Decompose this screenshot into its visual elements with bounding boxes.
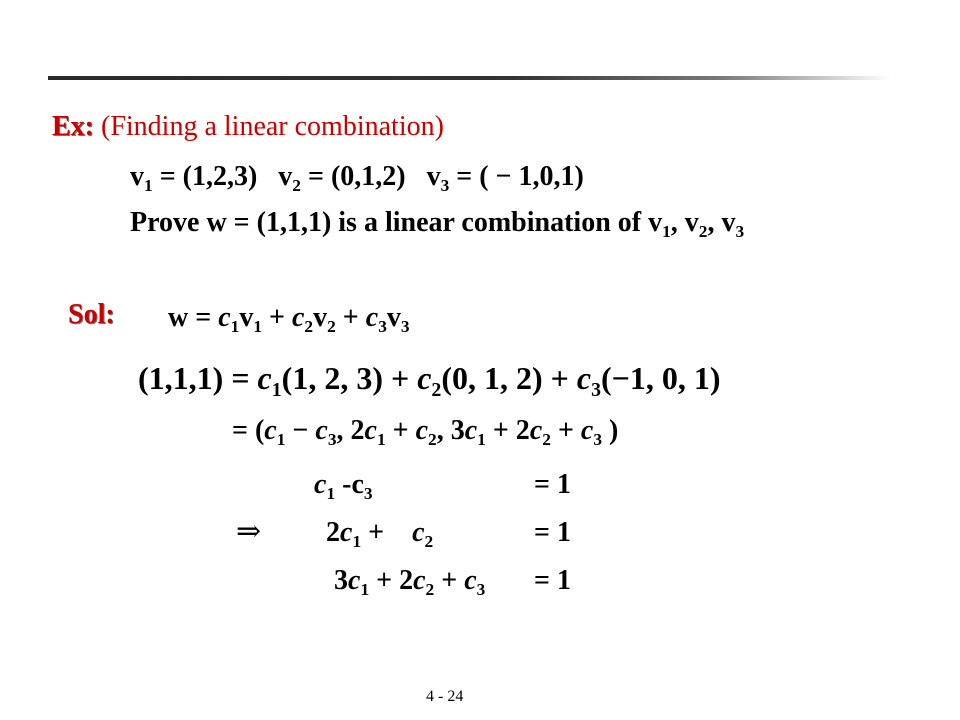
- page-number: 4 - 24: [426, 688, 464, 705]
- system-row-1-lhs: $c_1$ $-c_3$: [314, 469, 373, 504]
- example-label: Ex:: [52, 111, 94, 142]
- system-row-3-rhs: = 1: [534, 565, 571, 596]
- equation-linear-combination: $w = c_1v_1 + c_2v_2 + c_3v_3$: [168, 302, 410, 337]
- system-row-3-lhs: $3c_1 + 2c_2 + c_3$: [334, 565, 486, 600]
- implies-arrow-icon: ⇒: [236, 515, 262, 548]
- solution-label: Sol:: [68, 299, 115, 330]
- example-title: (Finding a linear combination): [101, 111, 444, 142]
- given-vectors: $v_1 = (1,2,3)$ $v_2 = (0,1,2)$ $v_3$ = ( − 1,0,1): [130, 161, 584, 196]
- system-row-1-rhs: = 1: [534, 469, 571, 500]
- prove-statement: Prove w = (1,1,1) is a linear combination of $v_1$, $v_2$, $v_3$: [130, 207, 745, 242]
- equation-component-form: = ($c_1 - c_3$, $2c_1 + c_2$, $3c_1 + 2c_2 + c_3$ ): [232, 415, 619, 450]
- equation-substitution: $(1,1,1) = c_1(1$, 2, $3) + c_2(0$, 1, $2) + c_3(-1$, 0, 1): [138, 360, 721, 401]
- example-heading: [52, 111, 444, 143]
- system-row-2-lhs: $2c_1$ + $c_2$: [326, 517, 434, 552]
- title-rule: [48, 76, 892, 80]
- system-row-2-rhs: = 1: [534, 517, 571, 548]
